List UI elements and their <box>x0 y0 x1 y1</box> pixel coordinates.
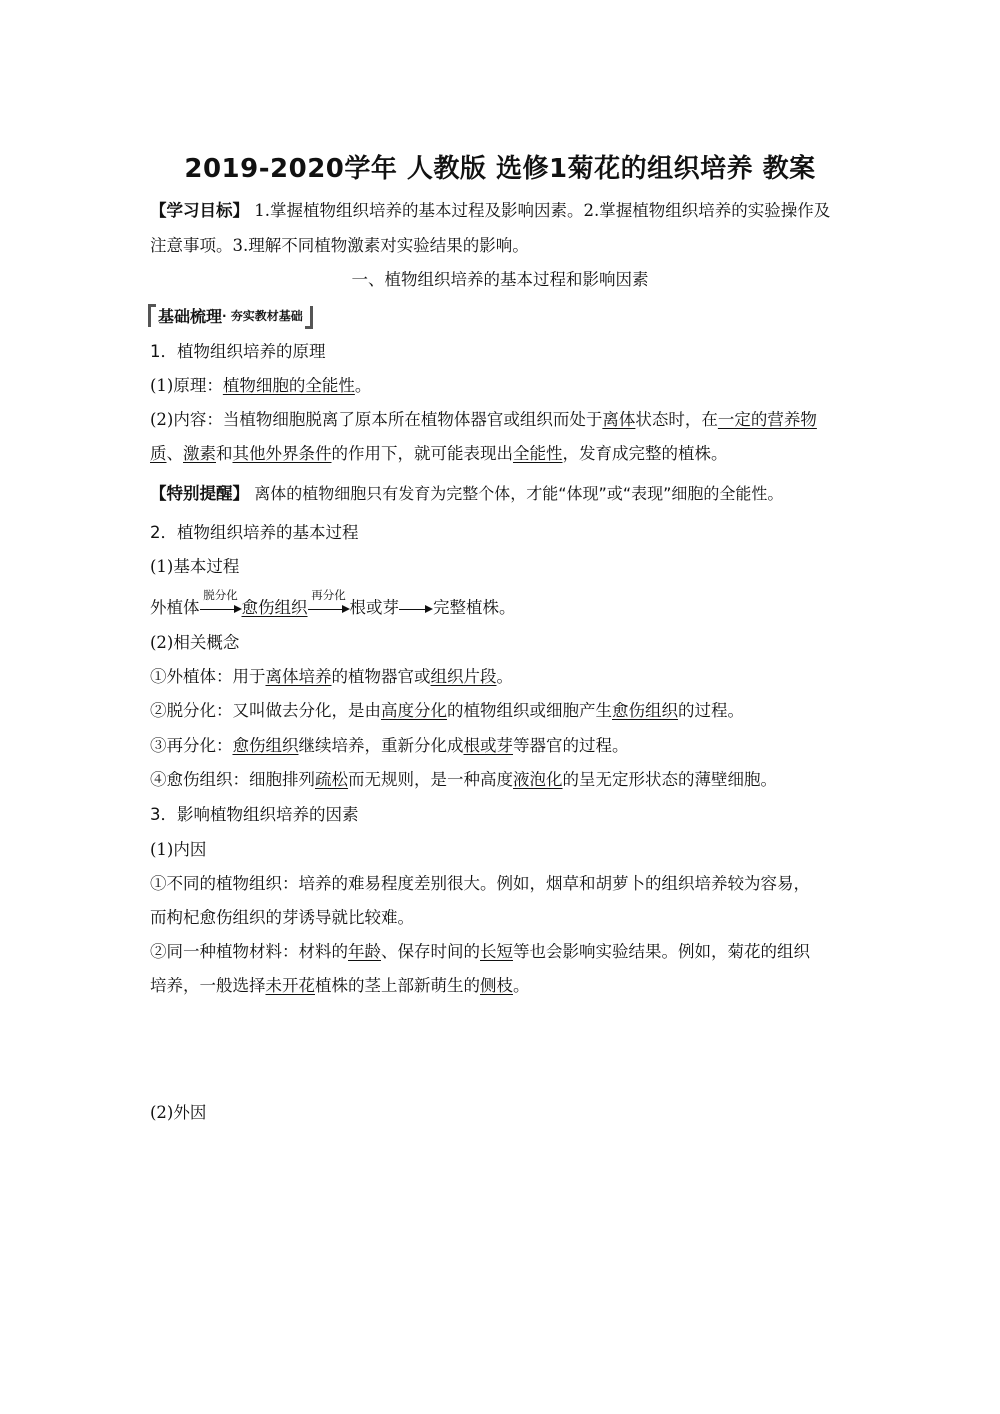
special-tip <box>150 482 850 506</box>
learning-objectives <box>150 199 850 223</box>
banner-sub-text: · 夯实教材基础 <box>222 308 303 323</box>
underlined-answer: 愈伤组织 <box>232 736 299 755</box>
text: (2)内容：当植物细胞脱离了原本所在植物体器官或组织而处于 <box>150 410 603 429</box>
text: 的作用下，就可能表现出 <box>331 444 513 463</box>
underlined-answer: 年龄 <box>348 942 381 961</box>
underlined-answer: 液泡化 <box>513 770 563 789</box>
banner-main-text: 基础梳理 <box>158 306 223 326</box>
text: 状态时，在 <box>635 410 718 429</box>
concept-callus <box>150 768 850 792</box>
s3-heading: 3．影响植物组织培养的因素 <box>150 805 359 824</box>
text: (1)原理： <box>150 376 223 395</box>
text: 、 <box>166 444 183 463</box>
text: 培养，一般选择 <box>150 976 266 995</box>
arrow-head-icon <box>234 605 242 613</box>
tip-text: 离体的植物细胞只有发育为完整个体，才能“体现”或“表现”细胞的全能性。 <box>254 484 784 503</box>
banner-right-bracket <box>307 304 315 326</box>
flow-whole-plant: 完整植株。 <box>433 598 516 617</box>
internal-factor-2-line2 <box>150 974 850 998</box>
arrow-head-icon <box>425 605 433 613</box>
underlined-answer: 激素 <box>183 444 216 463</box>
underlined-answer: 离体培养 <box>265 667 332 686</box>
arrow-shaft <box>308 609 344 610</box>
text: 等器官的过程。 <box>513 736 629 755</box>
text: 。 <box>354 376 372 395</box>
text: ，发育成完整的植株。 <box>562 444 728 463</box>
text: 继续培养，重新分化成 <box>298 736 464 755</box>
section-heading: 一、植物组织培养的基本过程和影响因素 <box>351 270 649 289</box>
text: ③再分化： <box>150 736 233 755</box>
internal-factor-1-line1: ①不同的植物组织：培养的难易程度差别很大。例如，烟草和胡萝卜的组织培养较为容易， <box>150 874 810 893</box>
objectives-text-line1: 1.掌握植物组织培养的基本过程及影响因素。2.掌握植物组织培养的实验操作及 <box>254 201 831 220</box>
text: ②脱分化：又叫做去分化，是由 <box>150 701 381 720</box>
basics-banner <box>146 302 315 328</box>
objectives-label: 【学习目标】 <box>150 201 249 220</box>
text: ④愈伤组织：细胞排列 <box>150 770 315 789</box>
underlined-answer: 组织片段 <box>430 667 497 686</box>
internal-factor-2-line1 <box>150 940 850 964</box>
underlined-answer: 其他外界条件 <box>232 444 332 463</box>
concept-dedifferentiation <box>150 699 850 723</box>
underlined-answer: 未开花 <box>265 976 315 995</box>
flow-arrow-redifferentiation <box>308 587 350 621</box>
process-flow <box>150 587 850 621</box>
flow-root-or-bud: 根或芽 <box>349 598 399 617</box>
arrow-shaft <box>399 609 427 610</box>
text: 。 <box>496 667 513 686</box>
s2-basic-process: (1)基本过程 <box>150 557 240 576</box>
underlined-answer: 侧枝 <box>480 976 513 995</box>
underlined-answer: 高度分化 <box>381 701 447 720</box>
s3-internal-factors: (1)内因 <box>150 840 207 859</box>
s2-heading: 2．植物组织培养的基本过程 <box>150 523 359 542</box>
s1-content-line1 <box>150 408 850 432</box>
underlined-answer: 疏松 <box>315 770 348 789</box>
arrow-shaft <box>200 609 236 610</box>
text: 的呈无定形状态的薄壁细胞。 <box>562 770 777 789</box>
s1-heading: 1．植物组织培养的原理 <box>150 342 326 361</box>
internal-factor-1-line2: 而枸杞愈伤组织的芽诱导就比较难。 <box>150 908 414 927</box>
underlined-answer: 植物细胞的全能性 <box>222 376 355 395</box>
text: 植株的茎上部新萌生的 <box>315 976 480 995</box>
arrow-label: 再分化 <box>311 587 346 602</box>
text: 的植物器官或 <box>331 667 431 686</box>
arrow-label: 脱分化 <box>203 587 238 602</box>
s2-related-concepts: (2)相关概念 <box>150 633 240 652</box>
text: 等也会影响实验结果。例如，菊花的组织 <box>513 942 810 961</box>
text: 。 <box>513 976 530 995</box>
s1-principle <box>150 374 850 398</box>
flow-arrow-dedifferentiation <box>200 587 242 621</box>
text: 的过程。 <box>678 701 744 720</box>
text: ②同一种植物材料：材料的 <box>150 942 348 961</box>
arrow-head-icon <box>342 605 350 613</box>
underlined-answer: 长短 <box>480 942 513 961</box>
concept-explant <box>150 665 850 689</box>
tip-label: 【特别提醒】 <box>150 484 249 503</box>
text: 、保存时间的 <box>381 942 480 961</box>
underlined-answer: 离体 <box>602 410 636 429</box>
flow-callus: 愈伤组织 <box>241 598 308 617</box>
flow-explant: 外植体 <box>150 598 200 617</box>
text: 的植物组织或细胞产生 <box>447 701 612 720</box>
flow-arrow <box>399 597 433 621</box>
text: 和 <box>216 444 233 463</box>
concept-redifferentiation <box>150 734 850 758</box>
underlined-answer: 一定的营养物 <box>717 410 817 429</box>
objectives-text-line2: 注意事项。3.理解不同植物激素对实验结果的影响。 <box>150 236 529 255</box>
underlined-answer: 根或芽 <box>463 736 513 755</box>
s3-external-factors: (2)外因 <box>150 1103 207 1122</box>
underlined-answer: 质 <box>150 444 167 463</box>
text: 而无规则，是一种高度 <box>348 770 513 789</box>
document-title: 2019-2020学年 人教版 选修1菊花的组织培养 教案 <box>184 154 816 184</box>
underlined-answer: 愈伤组织 <box>612 701 678 720</box>
underlined-answer: 全能性 <box>513 444 563 463</box>
banner-left-bracket <box>146 304 154 326</box>
s1-content-line2 <box>150 442 850 466</box>
text: ①外植体：用于 <box>150 667 266 686</box>
